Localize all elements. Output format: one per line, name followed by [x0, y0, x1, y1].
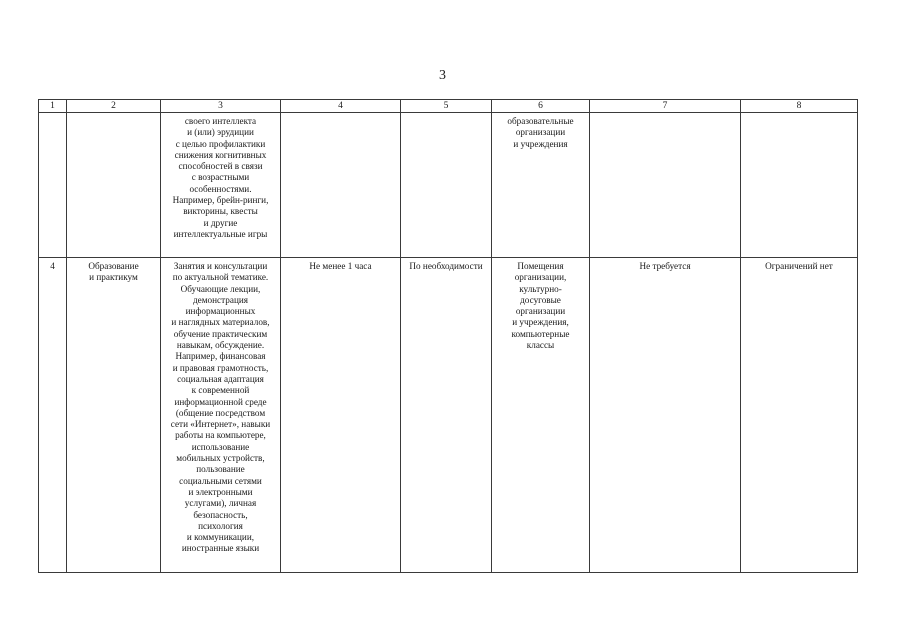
- service-description-cell: своего интеллекта и (или) эрудиции с целью профилактики снижения когнитивных способностей в связи с возрастными особенностями. Например, брейн-ринги, викторины, квесты и другие интеллектуальные игры: [161, 113, 281, 258]
- services-table: [38, 99, 858, 573]
- frequency-cell: [401, 113, 492, 258]
- duration-cell: [281, 113, 401, 258]
- row-number-cell: 4: [39, 258, 67, 573]
- service-name-cell: [67, 113, 161, 258]
- header-cell-4: 4: [281, 100, 401, 113]
- header-cell-6: 6: [492, 100, 590, 113]
- restrictions-cell: [741, 113, 858, 258]
- frequency-cell: По необходимости: [401, 258, 492, 573]
- venue-cell: Помещения организации, культурно- досуговые организации и учреждения, компьютерные классы: [492, 258, 590, 573]
- service-description-cell: Занятия и консультации по актуальной тематике. Обучающие лекции, демонстрация информационных и наглядных материалов, обучение практическим навыкам, обсуждение. Например, финансовая и правовая грамотность, социальная адаптация к современной информационной среде (общение посредством сети «Интернет», навыки работы на компьютере, использование мобильных устройств, пользование социальными сетями и электронными услугами), личная безопасность, психология и коммуникации, иностранные языки: [161, 258, 281, 573]
- header-cell-7: 7: [590, 100, 741, 113]
- table-header-row: [39, 100, 858, 113]
- duration-cell: Не менее 1 часа: [281, 258, 401, 573]
- header-cell-3: 3: [161, 100, 281, 113]
- header-cell-1: 1: [39, 100, 67, 113]
- service-name-cell: Образование и практикум: [67, 258, 161, 573]
- header-cell-8: 8: [741, 100, 858, 113]
- venue-cell: образовательные организации и учреждения: [492, 113, 590, 258]
- page-number: 3: [439, 68, 446, 83]
- header-cell-5: 5: [401, 100, 492, 113]
- requirements-cell: Не требуется: [590, 258, 741, 573]
- row-number-cell: [39, 113, 67, 258]
- table-row: [39, 258, 858, 573]
- requirements-cell: [590, 113, 741, 258]
- restrictions-cell: Ограничений нет: [741, 258, 858, 573]
- header-cell-2: 2: [67, 100, 161, 113]
- table-row: [39, 113, 858, 258]
